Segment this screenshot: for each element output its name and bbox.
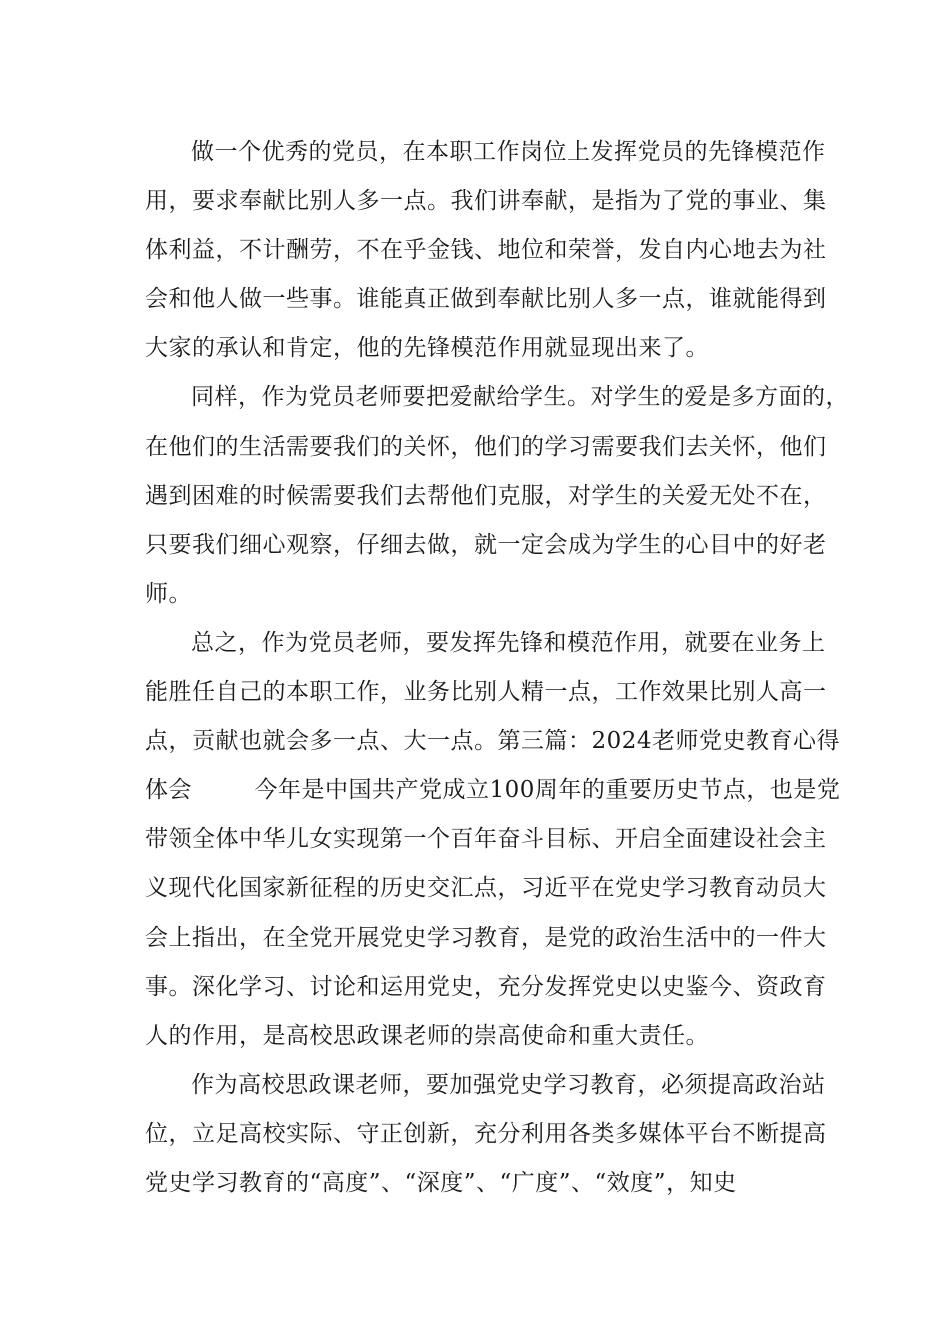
text-line: 同样，作为党员老师要把爱献给学生。对学生的爱是多方面的，: [191, 384, 849, 411]
paragraph: [145, 128, 827, 373]
text-line: 只要我们细心观察，仔细去做，就一定会成为学生的心目中的好老: [145, 531, 827, 558]
text-line: 点，贡献也就会多一点、大一点。第三篇：2024老师党史教育心得: [145, 728, 841, 755]
text-line: 体会 今年是中国共产党成立100周年的重要历史节点，也是党: [145, 777, 841, 804]
text-line: 总之，作为党员老师，要发挥先锋和模范作用，就要在业务上: [191, 629, 826, 656]
text-line: 做一个优秀的党员，在本职工作岗位上发挥党员的先锋模范作: [191, 139, 826, 165]
text-line: 会上指出，在全党开展党史学习教育，是党的政治生活中的一件大: [145, 924, 827, 951]
paragraph: [145, 619, 841, 1061]
text-line: 能胜任自己的本职工作，业务比别人精一点，工作效果比别人高一: [145, 679, 827, 706]
text-line: 会和他人做一些事。谁能真正做到奉献比别人多一点，谁就能得到: [145, 286, 827, 313]
text-line: 位，立足高校实际、守正创新，充分利用各类多媒体平台不断提高: [145, 1120, 827, 1147]
text-line: 带领全体中华儿女实现第一个百年奋斗目标、开启全面建设社会主: [145, 826, 827, 853]
text-line: 作为高校思政课老师，要加强党史学习教育，必须提高政治站: [191, 1071, 826, 1098]
paragraph: [145, 373, 849, 618]
text-line: 体利益，不计酬劳，不在乎金钱、地位和荣誉，发自内心地去为社: [145, 237, 827, 264]
text-line: 师。: [145, 580, 192, 607]
text-line: 党史学习教育的“高度”、“深度”、“广度”、“效度”，知史: [145, 1169, 737, 1196]
text-line: 事。深化学习、讨论和运用党史，充分发挥党史以史鉴今、资政育: [145, 973, 827, 1000]
text-line: 用，要求奉献比别人多一点。我们讲奉献，是指为了党的事业、集: [145, 188, 827, 215]
text-line: 大家的承认和肯定，他的先锋模范作用就显现出来了。: [145, 335, 709, 362]
text-line: 人的作用，是高校思政课老师的崇高使命和重大责任。: [145, 1022, 709, 1049]
text-line: 义现代化国家新征程的历史交汇点，习近平在党史学习教育动员大: [145, 875, 827, 902]
paragraph: [145, 1061, 827, 1208]
document-body: [145, 128, 849, 1208]
text-line: 遇到困难的时候需要我们去帮他们克服，对学生的关爱无处不在，: [145, 482, 827, 509]
text-line: 在他们的生活需要我们的关怀，他们的学习需要我们去关怀，他们: [145, 433, 827, 460]
